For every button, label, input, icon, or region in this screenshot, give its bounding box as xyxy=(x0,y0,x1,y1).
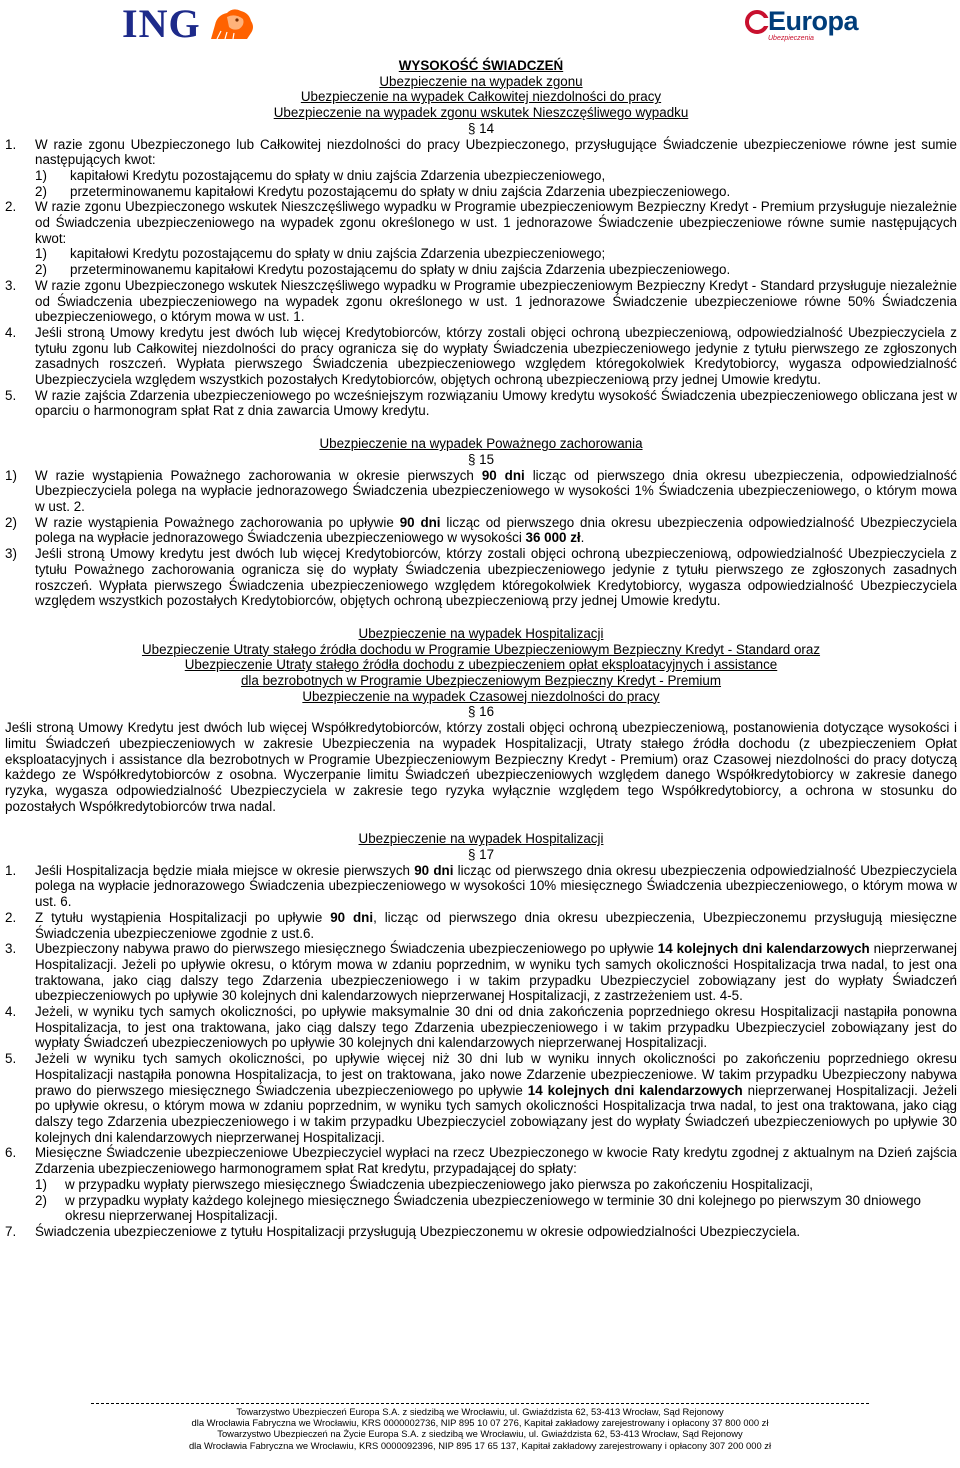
list-item-text: W razie wystąpienia Poważnego zachorowania po upływie 90 dni licząc od pierwszego dnia okresu ubezpieczenia odpowiedzialność Ubezpieczyciela polega na wypłacie jednorazowego Świadczenia ubezpieczeniowego w wysokości 36 000 zł. xyxy=(35,514,957,546)
paragraph-number-value: 16 xyxy=(479,704,495,720)
list-item-text: W razie zgonu Ubezpieczonego lub Całkowitej niezdolności do pracy Ubezpieczonego, przysługujące Świadczenie ubezpieczeniowe równe jest sumie następujących kwot: xyxy=(35,136,957,168)
list-item-text: Jeśli stroną Umowy kredytu jest dwóch lub więcej Kredytobiorców, którzy zostali objęci ochroną ubezpieczeniową, odpowiedzialność Ubezpieczyciela z tytułu Poważnego zachorowania ogranicza się do wypłaty Świadczenia ubezpieczeniowego jedynie z tytułu pierwszego ze zgłoszonych zasadnych roszczeń. Wypłata pierwszego Świadczenia ubezpieczeniowego względem któregokolwiek Kredytobiorcy, wygasza odpowiedzialność Ubezpieczyciela względem wszystkich pozostałych Kredytobiorców, objętych ochroną ubezpieczeniową przy jednej Umowie kredytu. xyxy=(35,546,957,609)
lion-icon xyxy=(207,5,257,43)
section-subtitle: Ubezpieczenie na wypadek Całkowitej niezdolności do pracy xyxy=(300,89,662,105)
list-item xyxy=(5,468,957,515)
list-item-text: W razie zgonu Ubezpieczonego wskutek Nieszczęśliwego wypadku w Programie ubezpieczeniowym Bezpieczny Kredyt - Premium przysługuje niezależnie od Świadczenia ubezpieczeniowego na wypadek zgonu określonego w ust. 1 jednorazowe Świadczenie ubezpieczeniowe równe sumie następujących kwot: xyxy=(35,199,957,246)
europa-logo xyxy=(744,6,874,46)
paragraph-text: Jeśli stroną Umowy Kredytu jest dwóch lub więcej Współkredytobiorców, którzy zostali objęci ochroną ubezpieczeniową, postanowienia dotyczące wysokości i limitu Świadczeń ubezpieczeniowych w zakresie Ubezpieczenia na wypadek Hospitalizacji, Utraty stałego źródła dochodu (z ubezpieczeniem Opłat eksploatacyjnych i assistance dla bezrobotnych w Programie Ubezpieczeniowym Bezpieczny Kredyt - Premium) oraz Czasowej niezdolności do pracy dotyczą każdego ze Współkredytobiorców z osobna. Wyczerpanie limitu Świadczeń ubezpieczeniowych względem danego Współkredytobiorcy w zakresie danego ryzyka, wygasza odpowiedzialność Ubezpieczyciela w zakresie tego ryzyka wyłącznie względem tego Współkredytobiorcy, a ochrona w stosunku do pozostałych Współkredytobiorców trwa nadal. xyxy=(5,720,957,814)
list-item-text: Z tytułu wystąpienia Hospitalizacji po upływie 90 dni, licząc od pierwszego dnia okresu ubezpieczenia, Ubezpieczonemu przysługują miesięczne Świadczenia ubezpieczeniowe zgodnie z ust.6. xyxy=(35,909,957,941)
section-subtitle: Ubezpieczenie Utraty stałego źródła dochodu z ubezpieczeniem opłat eksploatacyjnych i assistance xyxy=(184,657,778,673)
list-item-number: 3. xyxy=(5,941,17,957)
list-item-number: 1. xyxy=(5,136,17,152)
paragraph-number-value: 17 xyxy=(479,847,495,863)
list-item-number: 4. xyxy=(5,1004,17,1020)
list-item-number: 7. xyxy=(5,1223,17,1239)
list-item-text: W razie wystąpienia Poważnego zachorowania w okresie pierwszych 90 dni licząc od pierwszego dnia okresu ubezpieczenia, odpowiedzialność Ubezpieczyciela polega na wypłacie jednorazowego Świadczenia ubezpieczeniowego w wysokości 1% Świadczenia ubezpieczeniowego, o którym mowa w ust. 2. xyxy=(35,467,957,514)
list-item-number: 1. xyxy=(5,862,17,878)
list-item-number: 2. xyxy=(5,909,17,925)
footer-line: dla Wrocławia Fabryczna we Wrocławiu, KRS 0000002736, NIP 895 10 07 276, Kapitał zakładowy zarejestrowany i opłacony 37 800 000 zł xyxy=(191,1417,769,1429)
sub-list-item xyxy=(35,246,957,262)
list-item xyxy=(5,325,957,388)
sub-list-item-number: 2) xyxy=(35,1192,47,1208)
list-item-text: Ubezpieczony nabywa prawo do pierwszego miesięcznego Świadczenia ubezpieczeniowego po upływie 14 kolejnych dni kalendarzowych nieprzerwanej Hospitalizacji. Jeżeli po upływie okresu, o którym mowa w zdaniu poprzednim, w wyniku tych samych okoliczności Hospitalizacja trwa nadal, to jest ona traktowana, jako ciąg dalszy tego Zdarzenia ubezpieczeniowego i w takim przypadku Ubezpieczyciel zobowiązany jest do wypłaty Świadczeń ubezpieczeniowych po upływie 30 kolejnych dni kalendarzowych nieprzerwanej Hospitalizacji, z zastrzeżeniem ust. 4-5. xyxy=(35,941,957,1004)
page-footer xyxy=(0,1403,960,1451)
list-item xyxy=(5,388,957,419)
sub-list-item xyxy=(35,262,957,278)
footer-line: dla Wrocławia Fabryczna we Wrocławiu, KRS 0000092396, NIP 895 17 65 137, Kapitał zakładowy zarejestrowany i opłacony 307 200 000 zł xyxy=(188,1439,772,1451)
list-item-text: Jeśli stroną Umowy kredytu jest dwóch lub więcej Kredytobiorców, którzy zostali objęci ochroną ubezpieczeniową, odpowiedzialność Ubezpieczyciela z tytułu zgonu lub Całkowitej niezdolności do pracy ogranicza się do wypłaty Świadczenia ubezpieczeniowego jedynie z tytułu pierwszego ze zgłoszonych zasadnych roszczeń. Wypłata pierwszego Świadczenia ubezpieczeniowego względem któregokolwiek Kredytobiorcy, wygasza odpowiedzialność Ubezpieczyciela względem wszystkich pozostałych Kredytobiorców, objętych ochroną ubezpieczeniową przy jednej Umowie kredytu. xyxy=(35,324,957,388)
sub-list-item-text: przeterminowanemu kapitałowi Kredytu pozostającemu do spłaty w dniu zajścia Zdarzenia ubezpieczeniowego. xyxy=(70,262,731,278)
paragraph-number: § 16 xyxy=(467,704,495,720)
europa-logo-subtext: Ubezpieczenia xyxy=(768,35,814,42)
list-item-number: 3) xyxy=(5,546,17,562)
paragraph-number-value: 15 xyxy=(479,451,495,467)
section-title: Ubezpieczenie na wypadek Poważnego zachorowania xyxy=(319,436,643,452)
sub-list-item-number: 2) xyxy=(35,262,47,278)
document-body xyxy=(5,58,957,1240)
list-item xyxy=(5,863,957,910)
section-subtitle: Ubezpieczenie na wypadek zgonu xyxy=(379,73,583,89)
europa-swirl-icon xyxy=(744,9,770,35)
sub-list-item-text: kapitałowi Kredytu pozostającemu do spłaty w dniu zajścia Zdarzenia ubezpieczeniowego, xyxy=(70,167,606,183)
europa-logo-text: Europa xyxy=(768,6,859,36)
list-item-text: Jeśli Hospitalizacja będzie miała miejsce w okresie pierwszych 90 dni licząc od pierwszego dnia okresu ubezpieczenia odpowiedzialność Ubezpieczyciela polega na wypłacie jednorazowego Świadczenia ubezpieczeniowego w wysokości 10% miesięcznego Świadczenia ubezpieczeniowego, o którym mowa w ust. 6. xyxy=(35,862,957,910)
footer-line: Towarzystwo Ubezpieczeń Europa S.A. z siedzibą we Wrocławiu, ul. Gwiaździsta 62, 53-413 Wrocław, Sąd Rejonowy xyxy=(236,1406,724,1417)
list-item xyxy=(5,515,957,546)
sub-list-item xyxy=(35,1193,957,1224)
footer-line: Towarzystwo Ubezpieczeń na Życie Europa S.A. z siedzibą we Wrocławiu, ul. Gwiaździsta 62, 53-413 Wrocław, Sąd Rejonowy xyxy=(217,1428,743,1440)
list-item xyxy=(5,1051,957,1145)
paragraph-number: § 15 xyxy=(467,451,495,467)
list-item xyxy=(5,137,957,168)
list-item xyxy=(5,941,957,1004)
list-item-text: Jeżeli, w wyniku tych samych okoliczności, po upływie maksymalnie 30 dni od dnia zakończenia poprzedniego okresu Hospitalizacji nastąpiła ponowna Hospitalizacja, to jest ona traktowana, jako ciąg dalszy tego Zdarzenia ubezpieczeniowego i w takim przypadku Ubezpieczyciel zobowiązany jest do wypłaty Świadczeń ubezpieczeniowych po upływie 30 kolejnych dni kalendarzowych nieprzerwanej Hospitalizacji. xyxy=(35,1004,957,1051)
section-title: WYSOKOŚĆ ŚWIADCZEŃ xyxy=(398,58,564,73)
list-item-number: 5. xyxy=(5,1051,17,1067)
section-title: Ubezpieczenie na wypadek Hospitalizacji xyxy=(358,625,604,641)
list-item xyxy=(5,278,957,325)
section-title: Ubezpieczenie na wypadek Hospitalizacji xyxy=(358,831,604,847)
list-item-text: W razie zgonu Ubezpieczonego wskutek Nieszczęśliwego wypadku w Programie ubezpieczeniowym Bezpieczny Kredyt - Standard przysługuje niezależnie od Świadczenia ubezpieczeniowego na wypadek zgonu określonego w ust. 1 jednorazowe Świadczenie ubezpieczeniowe równe 50% Świadczenia ubezpieczeniowego, o którym mowa w ust. 1. xyxy=(35,277,957,325)
ing-logo xyxy=(122,1,257,46)
list-item-number: 2) xyxy=(5,514,17,530)
sub-list-item-number: 1) xyxy=(35,1176,47,1192)
list-item xyxy=(5,199,957,246)
list-item-number: 4. xyxy=(5,324,17,340)
section-subtitle: Ubezpieczenie na wypadek zgonu wskutek Nieszczęśliwego wypadku xyxy=(273,105,689,121)
sub-list-item-text: w przypadku wypłaty każdego kolejnego miesięcznego Świadczenia ubezpieczeniowego w terminie 30 dni kolejnego po pierwszym 30 dniowego okresu nieprzerwanej Hospitalizacji. xyxy=(65,1192,922,1224)
list-item xyxy=(5,1004,957,1051)
list-item-number: 5. xyxy=(5,387,17,403)
paragraph-number-value: 14 xyxy=(479,120,495,136)
sub-list-item-number: 1) xyxy=(35,246,47,262)
section-subtitle: Ubezpieczenie na wypadek Czasowej niezdolności do pracy xyxy=(302,688,660,704)
sub-list-item-number: 1) xyxy=(35,167,47,183)
paragraph-number: § 14 xyxy=(467,120,495,136)
sub-list-item-text: przeterminowanemu kapitałowi Kredytu pozostającemu do spłaty w dniu zajścia Zdarzenia ubezpieczeniowego. xyxy=(70,183,731,199)
list-item-text: Świadczenia ubezpieczeniowe z tytułu Hospitalizacji przysługują Ubezpieczonemu w okresie odpowiedzialności Ubezpieczyciela. xyxy=(35,1223,801,1239)
list-item xyxy=(5,546,957,609)
sub-list-item xyxy=(35,184,957,200)
ing-logo-text: ING xyxy=(122,1,201,46)
section-subtitle: Ubezpieczenie Utraty stałego źródła dochodu w Programie Ubezpieczeniowym Bezpieczny Kredyt - Standard oraz xyxy=(141,641,821,657)
list-item-number: 6. xyxy=(5,1145,17,1161)
sub-list-item xyxy=(35,168,957,184)
list-item-text: W razie zajścia Zdarzenia ubezpieczeniowego po wcześniejszym rozwiązaniu Umowy kredytu wysokość Świadczenia ubezpieczeniowego obliczana jest w oparciu o harmonogram spłat Rat z dnia zawarcia Umowy kredytu. xyxy=(35,387,957,419)
sub-list-item-text: kapitałowi Kredytu pozostającemu do spłaty w dniu zajścia Zdarzenia ubezpieczeniowego; xyxy=(70,246,606,262)
list-item-number: 1) xyxy=(5,467,17,483)
footer-divider xyxy=(91,1403,869,1404)
sub-list-item-number: 2) xyxy=(35,183,47,199)
list-item-text: Miesięczne Świadczenie ubezpieczeniowe Ubezpieczyciel wypłaci na rzecz Ubezpieczonego w kwocie Raty kredytu zgodnej z aktualnym na Dzień zajścia Zdarzenia ubezpieczeniowego harmonogramem spłat Rat kredytu, przypadającej do spłaty: xyxy=(35,1145,957,1177)
paragraph-number: § 17 xyxy=(467,847,495,863)
section-subtitle: dla bezrobotnych w Programie Ubezpieczeniowym Bezpieczny Kredyt - Premium xyxy=(240,673,722,689)
list-item xyxy=(5,910,957,941)
list-item-number: 3. xyxy=(5,277,17,293)
sub-list-item xyxy=(35,1177,957,1193)
page-header xyxy=(0,0,960,48)
list-item-text: Jeżeli w wyniku tych samych okoliczności, po upływie więcej niż 30 dni lub w wyniku innych okoliczności po zakończeniu poprzedniego okresu Hospitalizacji nastąpiła ponowna Hospitalizacja, to jest on traktowana, jako nowe Zdarzenie ubezpieczeniowe. W takim przypadku Ubezpieczony nabywa prawo do pierwszego miesięcznego Świadczenia ubezpieczeniowego po upływie 14 kolejnych dni kalendarzowych nieprzerwanej Hospitalizacji. Jeżeli po upływie okresu, o którym mowa w zdaniu poprzednim, w wyniku tych samych okoliczności Hospitalizacja trwa nadal, to jest ona traktowana, jako ciąg dalszy tego Zdarzenia ubezpieczeniowego i w takim przypadku Ubezpieczyciel zobowiązany jest do wypłaty Świadczeń ubezpieczeniowych po upływie 30 kolejnych dni kalendarzowych nieprzerwanej Hospitalizacji. xyxy=(35,1051,957,1145)
list-item-number: 2. xyxy=(5,199,17,215)
sub-list-item-text: w przypadku wypłaty pierwszego miesięcznego Świadczenia ubezpieczeniowego jako pierwsza po zakończeniu Hospitalizacji, xyxy=(65,1176,814,1192)
list-item xyxy=(5,1224,957,1240)
list-item xyxy=(5,1145,957,1176)
